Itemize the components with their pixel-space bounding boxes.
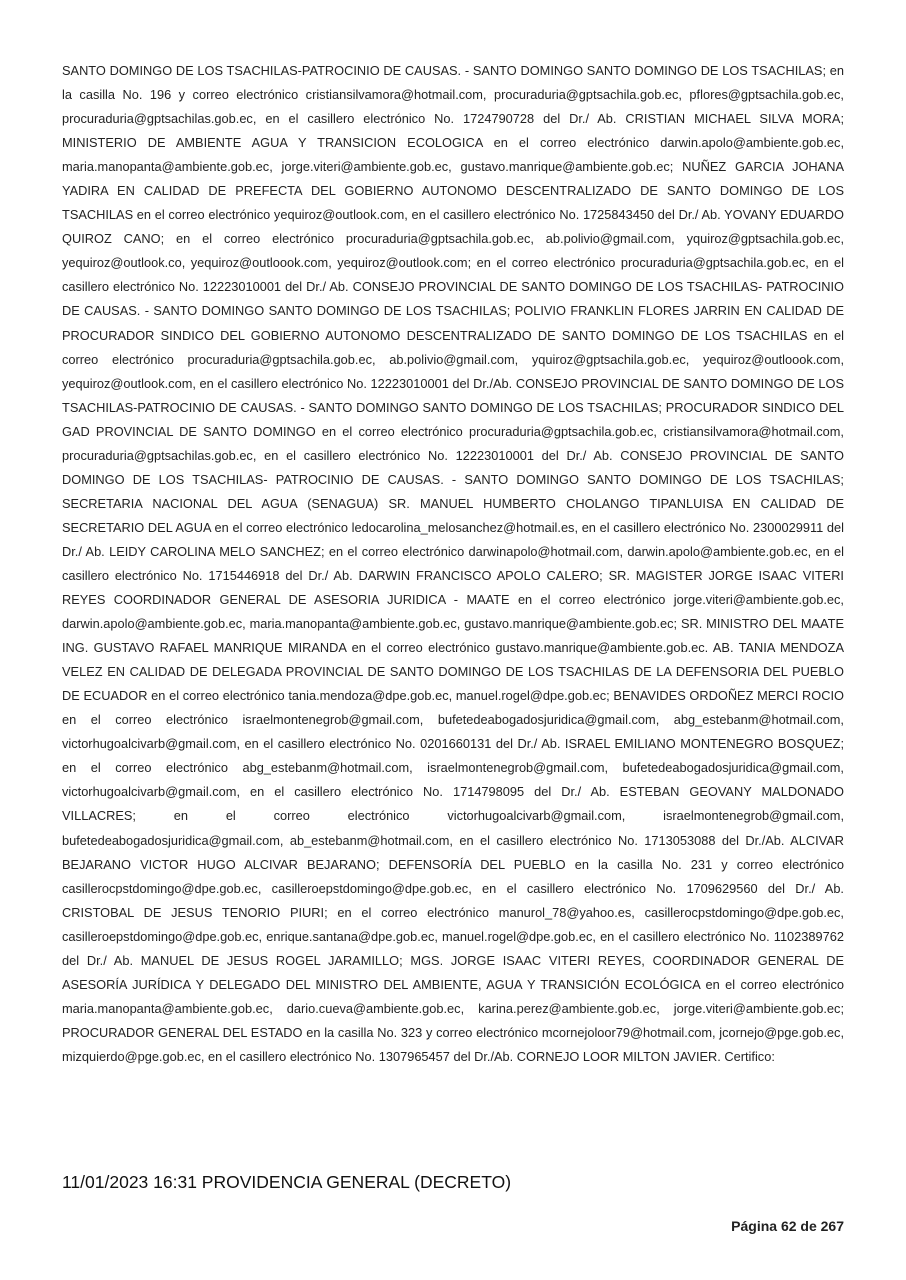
page-number: Página 62 de 267 <box>731 1218 844 1234</box>
notification-body-paragraph: SANTO DOMINGO DE LOS TSACHILAS-PATROCINIO DE CAUSAS. - SANTO DOMINGO SANTO DOMINGO DE LOS TSACHILAS; en la casilla No. 196 y correo electrónico cristiansilvamora@hotmail.com, procuraduria@gptsachila.gob.ec, pflores@gptsachila.gob.ec, procuraduria@gptsachilas.gob.ec, en el casillero electrónico No. 1724790728 del Dr./ Ab. CRISTIAN MICHAEL SILVA MORA; MINISTERIO DE AMBIENTE AGUA Y TRANSICION ECOLOGICA en el correo electrónico darwin.apolo@ambiente.gob.ec, maria.manopanta@ambiente.gob.ec, jorge.viteri@ambiente.gob.ec, gustavo.manrique@ambiente.gob.ec; NUÑEZ GARCIA JOHANA YADIRA EN CALIDAD DE PREFECTA DEL GOBIERNO AUTONOMO DESCENTRALIZADO DE SANTO DOMINGO DE LOS TSACHILAS en el correo electrónico yequiroz@outlook.com, en el casillero electrónico No. 1725843450 del Dr./ Ab. YOVANY EDUARDO QUIROZ CANO; en el correo electrónico procuraduria@gptsachila.gob.ec, ab.polivio@gmail.com, yquiroz@gptsachila.gob.ec, yequiroz@outlook.co, yequiroz@outloook.com, yequiroz@outlook.com; en el correo electrónico procuraduria@gptsachila.gob.ec, en el casillero electrónico No. 12223010001 del Dr./ Ab. CONSEJO PROVINCIAL DE SANTO DOMINGO DE LOS TSACHILAS- PATROCINIO DE CAUSAS. - SANTO DOMINGO SANTO DOMINGO DE LOS TSACHILAS; POLIVIO FRANKLIN FLORES JARRIN EN CALIDAD DE PROCURADOR SINDICO DEL GOBIERNO AUTONOMO DESCENTRALIZADO DE SANTO DOMINGO DE LOS TSACHILAS en el correo electrónico procuraduria@gptsachila.gob.ec, ab.polivio@gmail.com, yquiroz@gptsachila.gob.ec, yequiroz@outloook.com, yequiroz@outlook.com, en el casillero electrónico No. 12223010001 del Dr./Ab. CONSEJO PROVINCIAL DE SANTO DOMINGO DE LOS TSACHILAS-PATROCINIO DE CAUSAS. - SANTO DOMINGO SANTO DOMINGO DE LOS TSACHILAS; PROCURADOR SINDICO DEL GAD PROVINCIAL DE SANTO DOMINGO en el correo electrónico procuraduria@gptsachila.gob.ec, cristiansilvamora@hotmail.com, procuraduria@gptsachilas.gob.ec, en el casillero electrónico No. 12223010001 del Dr./ Ab. CONSEJO PROVINCIAL DE SANTO DOMINGO DE LOS TSACHILAS- PATROCINIO DE CAUSAS. - SANTO DOMINGO SANTO DOMINGO DE LOS TSACHILAS; SECRETARIA NACIONAL DEL AGUA (SENAGUA) SR. MANUEL HUMBERTO CHOLANGO TIPANLUISA EN CALIDAD DE SECRETARIO DEL AGUA en el correo electrónico ledocarolina_melosanchez@hotmail.es, en el casillero electrónico No. 2300029911 del Dr./ Ab. LEIDY CAROLINA MELO SANCHEZ; en el correo electrónico darwinapolo@hotmail.com, darwin.apolo@ambiente.gob.ec, en el casillero electrónico No. 1715446918 del Dr./ Ab. DARWIN FRANCISCO APOLO CALERO; SR. MAGISTER JORGE ISAAC VITERI REYES COORDINADOR GENERAL DE ASESORIA JURIDICA - MAATE en el correo electrónico jorge.viteri@ambiente.gob.ec, darwin.apolo@ambiente.gob.ec, maria.manopanta@ambiente.gob.ec, gustavo.manrique@ambiente.gob.ec; SR. MINISTRO DEL MAATE ING. GUSTAVO RAFAEL MANRIQUE MIRANDA en el correo electrónico gustavo.manrique@ambiente.gob.ec. AB. TANIA MENDOZA VELEZ EN CALIDAD DE DELEGADA PROVINCIAL DE SANTO DOMINGO DE LOS TSACHILAS DE LA DEFENSORIA DEL PUEBLO DE ECUADOR en el correo electrónico tania.mendoza@dpe.gob.ec, manuel.rogel@dpe.gob.ec; BENAVIDES ORDOÑEZ MERCI ROCIO en el correo electrónico israelmontenegrob@gmail.com, bufetedeabogadosjuridica@gmail.com, abg_estebanm@hotmail.com, victorhugoalcivarb@gmail.com, en el casillero electrónico No. 0201660131 del Dr./ Ab. ISRAEL EMILIANO MONTENEGRO BOSQUEZ; en el correo electrónico abg_estebanm@hotmail.com, israelmontenegrob@gmail.com, bufetedeabogadosjuridica@gmail.com, victorhugoalcivarb@gmail.com, en el casillero electrónico No. 1714798095 del Dr./ Ab. ESTEBAN GEOVANY MALDONADO VILLACRES; en el correo electrónico victorhugoalcivarb@gmail.com, israelmontenegrob@gmail.com, bufetedeabogadosjuridica@gmail.com, ab_estebanm@hotmail.com, en el casillero electrónico No. 1713053088 del Dr./Ab. ALCIVAR BEJARANO VICTOR HUGO ALCIVAR BEJARANO; DEFENSORÍA DEL PUEBLO en la casilla No. 231 y correo electrónico casillerocpstdomingo@dpe.gob.ec, casilleroepstdomingo@dpe.gob.ec, en el casillero electrónico No. 1709629560 del Dr./ Ab. CRISTOBAL DE JESUS TENORIO PIURI; en el correo electrónico manurol_78@yahoo.es, casillerocpstdomingo@dpe.gob.ec, casilleroepstdomingo@dpe.gob.ec, enrique.santana@dpe.gob.ec, manuel.rogel@dpe.gob.ec, en el casillero electrónico No. 1102389762 del Dr./ Ab. MANUEL DE JESUS ROGEL JARAMILLO; MGS. JORGE ISAAC VITERI REYES, COORDINADOR GENERAL DE ASESORÍA JURÍDICA Y DELEGADO DEL MINISTRO DEL AMBIENTE, AGUA Y TRANSICIÓN ECOLÓGICA en el correo electrónico maria.manopanta@ambiente.gob.ec, dario.cueva@ambiente.gob.ec, karina.perez@ambiente.gob.ec, jorge.viteri@ambiente.gob.ec; PROCURADOR GENERAL DEL ESTADO en la casilla No. 323 y correo electrónico mcornejoloor79@hotmail.com, jcornejo@pge.gob.ec, mizquierdo@pge.gob.ec, en el casillero electrónico No. 1307965457 del Dr./Ab. CORNEJO LOOR MILTON JAVIER. Certifico: <box>62 63 844 1064</box>
section-heading: 11/01/2023 16:31 PROVIDENCIA GENERAL (DECRETO) <box>62 1172 512 1192</box>
